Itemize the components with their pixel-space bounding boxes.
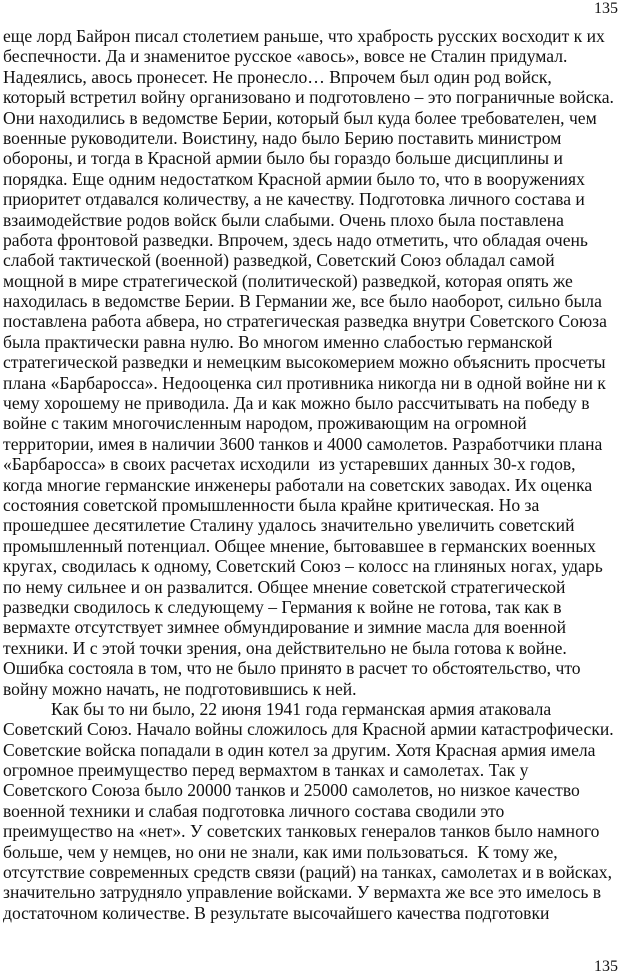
text-line: войну можно начать, не подготовившись к ней. [3, 678, 357, 699]
text-line: взаимодействие родов войск были слабыми. Очень плохо была поставлена [3, 209, 564, 230]
text-line: мощной в мире стратегической (политической) разведкой, которая опять же [3, 270, 573, 291]
body-text [3, 26, 620, 923]
text-line: территории, имея в наличии 3600 танков и 4000 самолетов. Разработчики плана [3, 433, 603, 454]
text-line: разведки сводилось к следующему – Германия к войне не готова, так как в [3, 596, 562, 617]
text-line: прошедшее десятилетие Сталину удалось значительно увеличить советский [3, 515, 575, 536]
text-line: вермахте отсутствует зимнее обмундирование и зимние масла для военной [3, 617, 567, 638]
text-line: чему хорошему не приводила. Да и как можно было рассчитывать на победу в [3, 393, 590, 414]
text-line: больше, чем у немцев, но они не знали, как ими пользоваться. К тому же, [3, 841, 558, 862]
text-line: Они находились в ведомстве Берии, который был куда более требователен, чем [3, 107, 597, 128]
text-line: по нему сильнее и он развалится. Общее мнение советской стратегической [3, 576, 566, 597]
text-line: плана «Барбаросса». Недооценка сил противника никогда ни в одной войне ни к [3, 372, 606, 393]
page-number-bottom: 135 [594, 958, 618, 975]
text-line: который встретил войну организовано и подготовлено – это пограничные войска. [3, 87, 614, 108]
text-line: стратегической разведки и немецким высокомерием можно объяснить просчеты [3, 352, 606, 373]
text-line: порядка. Еще одним недостатком Красной армии было то, что в вооружениях [3, 168, 585, 189]
text-line: достаточном количестве. В результате высочайшего качества подготовки [3, 902, 550, 923]
page-number-top: 135 [594, 0, 618, 17]
text-line: Советские войска попадали в один котел за другим. Хотя Красная армия имела [3, 739, 596, 760]
text-line: Советский Союз. Начало войны сложилось для Красной армии катастрофически. [3, 719, 614, 740]
text-line: промышленный потенциал. Общее мнение, бытовавшее в германских военных [3, 535, 596, 556]
text-line: слабой тактической (военной) разведкой, Советский Союз обладал самой [3, 250, 555, 271]
text-line: Надеялись, авось пронесет. Не пронесло… Впрочем был один род войск, [3, 66, 552, 87]
text-line: обороны, и тогда в Красной армии было бы гораздо больше дисциплины и [3, 148, 563, 169]
text-line: Советского Союза было 20000 танков и 25000 самолетов, но низкое качество [3, 780, 580, 801]
text-line: работа фронтовой разведки. Впрочем, здесь надо отметить, что обладая очень [3, 229, 588, 250]
text-line: приоритет отдавался количеству, а не качеству. Подготовка личного состава и [3, 189, 585, 210]
text-line: поставлена работа абвера, но стратегическая разведка внутри Советского Союза [3, 311, 607, 332]
text-line: Ошибка состояла в том, что не было принято в расчет то обстоятельство, что [3, 658, 581, 679]
text-line: войне с таким многочисленным народом, проживающим на огромной [3, 413, 527, 434]
text-line: значительно затрудняло управление войсками. У вермахта же все это имелось в [3, 882, 602, 903]
text-line: военные руководители. Воистину, надо было Берию поставить министром [3, 127, 562, 148]
text-line: военной техники и слабая подготовка личного состава сводили это [3, 800, 505, 821]
text-line: беспечности. Да и знаменитое русское «авось», вовсе не Сталин придумал. [3, 46, 568, 67]
text-line: кругах, сводилась к одному, Советский Союз – колосс на глиняных ногах, ударь [3, 556, 603, 577]
text-line: находилась в ведомстве Берии. В Германии же, все было наоборот, сильно была [3, 291, 602, 312]
text-line: техники. И с этой точки зрения, она действительно не была готова к войне. [3, 637, 567, 658]
text-line: «Барбаросса» в своих расчетах исходили из устаревших данных 30-х годов, [3, 454, 576, 475]
text-line: Как бы то ни было, 22 июня 1941 года германская армия атаковала [51, 698, 552, 719]
text-line: когда многие германские инженеры работали на советских заводах. Их оценка [3, 474, 593, 495]
text-line: огромное преимущество перед вермахтом в танках и самолетах. Так у [3, 760, 529, 781]
text-line: отсутствие современных средств связи (раций) на танках, самолетах и в войсках, [3, 862, 613, 883]
text-line: состояния советской промышленности была крайне критическая. Но за [3, 494, 540, 515]
text-line: была практически равна нулю. Во многом именно слабостью германской [3, 331, 553, 352]
text-line: преимущество на «нет». У советских танковых генералов танков было намного [3, 821, 600, 842]
text-line: еще лорд Байрон писал столетием раньше, что храбрость русских восходит к их [3, 26, 605, 46]
